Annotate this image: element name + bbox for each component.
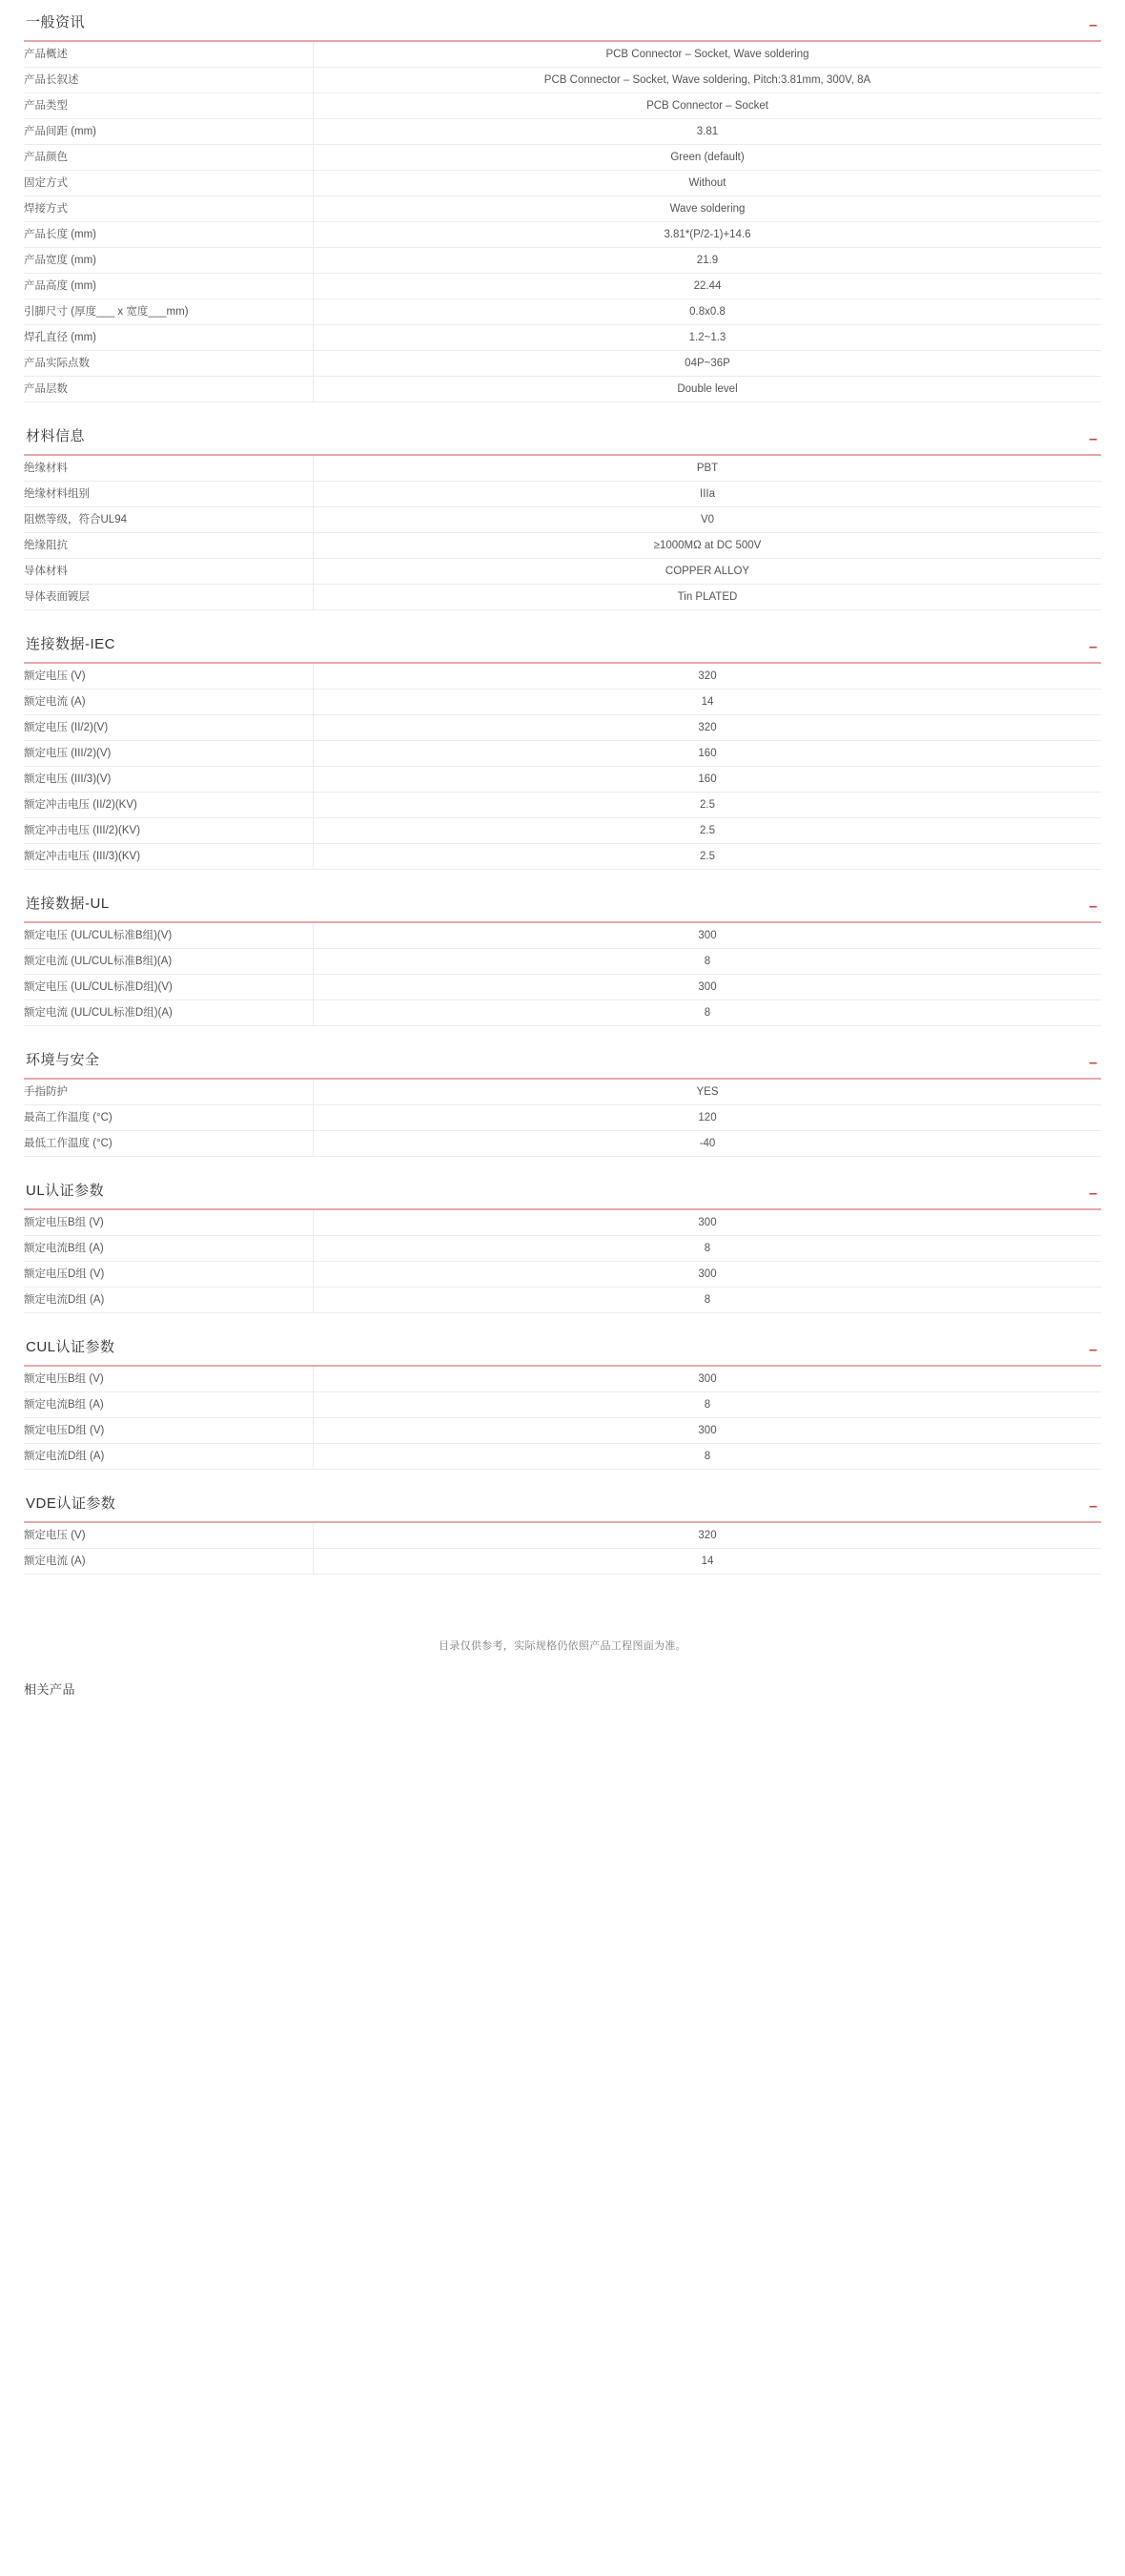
section-title: 材料信息: [26, 428, 86, 444]
collapse-minus-icon[interactable]: –: [1089, 17, 1097, 33]
spec-value: PCB Connector – Socket, Wave soldering, Pitch:3.81mm, 300V, 8A: [314, 68, 1102, 93]
spec-value: V0: [314, 507, 1102, 533]
spec-table: [24, 1367, 1101, 1470]
spec-value: 2.5: [314, 793, 1102, 818]
spec-key: 额定电流B组 (A): [24, 1236, 314, 1262]
table-row: [24, 325, 1101, 351]
table-row: [24, 1549, 1101, 1575]
section-header[interactable]: [24, 1182, 1101, 1210]
spec-value: 300: [314, 923, 1102, 949]
table-row: [24, 1392, 1101, 1418]
spec-key: 额定电压 (III/3)(V): [24, 767, 314, 793]
spec-section: [0, 635, 1125, 870]
table-row: [24, 1367, 1101, 1392]
section-spacer: [0, 1470, 1125, 1494]
spec-value: 2.5: [314, 844, 1102, 870]
spec-key: 额定电流 (UL/CUL标准D组)(A): [24, 1000, 314, 1026]
spec-key: 额定电流 (A): [24, 690, 314, 715]
spec-value: 21.9: [314, 248, 1102, 274]
section-title: UL认证参数: [26, 1183, 105, 1199]
spec-value: 160: [314, 741, 1102, 767]
table-row: [24, 248, 1101, 274]
spec-key: 额定电流 (A): [24, 1549, 314, 1575]
spec-value: 14: [314, 1549, 1102, 1575]
spec-key: 产品长叙述: [24, 68, 314, 93]
spec-key: 额定电压 (V): [24, 1523, 314, 1549]
spec-key: 最低工作温度 (°C): [24, 1131, 314, 1157]
spec-key: 绝缘材料组别: [24, 482, 314, 507]
table-row: [24, 196, 1101, 222]
spec-value: PBT: [314, 456, 1102, 482]
table-row: [24, 1080, 1101, 1105]
top-spacer: [0, 0, 1125, 13]
spec-table: [24, 1210, 1101, 1313]
section-title: 环境与安全: [26, 1052, 100, 1068]
spec-value: 14: [314, 690, 1102, 715]
table-row: [24, 222, 1101, 248]
section-spacer: [0, 1026, 1125, 1051]
spec-value: 300: [314, 1418, 1102, 1444]
spec-table: [24, 923, 1101, 1026]
table-row: [24, 585, 1101, 610]
spec-key: 阻燃等级，符合UL94: [24, 507, 314, 533]
table-row: [24, 664, 1101, 690]
section-header[interactable]: [24, 1338, 1101, 1367]
table-row: [24, 171, 1101, 196]
section-title: CUL认证参数: [26, 1339, 115, 1355]
spec-value: 120: [314, 1105, 1102, 1131]
collapse-minus-icon[interactable]: –: [1089, 1185, 1097, 1202]
spec-key: 额定电压 (UL/CUL标准B组)(V): [24, 923, 314, 949]
spec-value: Tin PLATED: [314, 585, 1102, 610]
spec-table: [24, 664, 1101, 870]
spec-key: 额定电流B组 (A): [24, 1392, 314, 1418]
spec-key: 产品层数: [24, 377, 314, 402]
table-row: [24, 1210, 1101, 1236]
spec-key: 绝缘阻抗: [24, 533, 314, 559]
section-title: 一般资讯: [26, 14, 86, 31]
spec-value: 04P~36P: [314, 351, 1102, 377]
table-row: [24, 793, 1101, 818]
table-row: [24, 93, 1101, 119]
section-spacer: [0, 870, 1125, 895]
table-row: [24, 507, 1101, 533]
spec-key: 额定电压 (UL/CUL标准D组)(V): [24, 975, 314, 1000]
spec-key: 产品颜色: [24, 145, 314, 171]
table-row: [24, 741, 1101, 767]
table-row: [24, 1236, 1101, 1262]
table-row: [24, 351, 1101, 377]
spec-section: [0, 427, 1125, 610]
table-row: [24, 1131, 1101, 1157]
table-row: [24, 1262, 1101, 1288]
footnote: 目录仅供参考，实际规格仍依照产品工程图面为准。: [439, 1640, 686, 1652]
spec-value: 160: [314, 767, 1102, 793]
spec-key: 额定电流 (UL/CUL标准B组)(A): [24, 949, 314, 975]
spec-key: 额定冲击电压 (III/3)(KV): [24, 844, 314, 870]
section-header[interactable]: [24, 13, 1101, 42]
section-header[interactable]: [24, 427, 1101, 456]
spec-key: 焊接方式: [24, 196, 314, 222]
table-row: [24, 844, 1101, 870]
table-row: [24, 42, 1101, 68]
spec-value: 2.5: [314, 818, 1102, 844]
spec-section: [0, 895, 1125, 1026]
collapse-minus-icon[interactable]: –: [1089, 1342, 1097, 1358]
spec-section: [0, 1051, 1125, 1157]
table-row: [24, 377, 1101, 402]
spec-value: 8: [314, 1236, 1102, 1262]
spec-value: Without: [314, 171, 1102, 196]
table-row: [24, 1444, 1101, 1470]
spec-key: 导体材料: [24, 559, 314, 585]
spec-key: 额定电流D组 (A): [24, 1444, 314, 1470]
spec-value: 3.81*(P/2-1)+14.6: [314, 222, 1102, 248]
spec-value: 8: [314, 1288, 1102, 1313]
spec-value: 320: [314, 1523, 1102, 1549]
spec-value: ≥1000MΩ at DC 500V: [314, 533, 1102, 559]
spec-key: 最高工作温度 (°C): [24, 1105, 314, 1131]
spec-key: 额定电压D组 (V): [24, 1262, 314, 1288]
spec-key: 额定电压 (V): [24, 664, 314, 690]
table-row: [24, 559, 1101, 585]
spec-key: 焊孔直径 (mm): [24, 325, 314, 351]
table-row: [24, 690, 1101, 715]
spec-value: 0.8x0.8: [314, 299, 1102, 325]
table-row: [24, 299, 1101, 325]
section-header[interactable]: [24, 1494, 1101, 1523]
spec-key: 固定方式: [24, 171, 314, 196]
spec-value: 320: [314, 715, 1102, 741]
spec-key: 额定电压B组 (V): [24, 1210, 314, 1236]
table-row: [24, 456, 1101, 482]
sections-container: [0, 13, 1125, 1599]
spec-key: 额定电压 (II/2)(V): [24, 715, 314, 741]
section-spacer: [0, 1575, 1125, 1599]
table-row: [24, 1000, 1101, 1026]
table-row: [24, 274, 1101, 299]
spec-value: 320: [314, 664, 1102, 690]
spec-value: 300: [314, 1262, 1102, 1288]
spec-key: 产品宽度 (mm): [24, 248, 314, 274]
spec-key: 产品长度 (mm): [24, 222, 314, 248]
spec-key: 产品类型: [24, 93, 314, 119]
spec-key: 引脚尺寸 (厚度___ x 宽度___mm): [24, 299, 314, 325]
spec-key: 手指防护: [24, 1080, 314, 1105]
spec-key: 产品实际点数: [24, 351, 314, 377]
section-title: VDE认证参数: [26, 1495, 116, 1512]
section-header[interactable]: [24, 635, 1101, 664]
collapse-minus-icon[interactable]: –: [1089, 1498, 1097, 1515]
spec-key: 额定冲击电压 (III/2)(KV): [24, 818, 314, 844]
spec-value: 3.81: [314, 119, 1102, 145]
table-row: [24, 715, 1101, 741]
section-header[interactable]: [24, 895, 1101, 923]
table-row: [24, 818, 1101, 844]
section-header[interactable]: [24, 1051, 1101, 1080]
section-spacer: [0, 402, 1125, 427]
spec-value: 1.2~1.3: [314, 325, 1102, 351]
spec-value: 8: [314, 1000, 1102, 1026]
collapse-minus-icon[interactable]: –: [1089, 1055, 1097, 1071]
related-products-heading: 相关产品: [24, 1682, 76, 1697]
table-row: [24, 923, 1101, 949]
spec-value: YES: [314, 1080, 1102, 1105]
table-row: [24, 767, 1101, 793]
spec-value: Green (default): [314, 145, 1102, 171]
spec-section: [0, 1182, 1125, 1313]
spec-table: [24, 1523, 1101, 1575]
section-title: 连接数据-IEC: [26, 636, 116, 652]
spec-table: [24, 456, 1101, 610]
spec-value: 300: [314, 1210, 1102, 1236]
spec-value: PCB Connector – Socket, Wave soldering: [314, 42, 1102, 68]
table-row: [24, 975, 1101, 1000]
spec-value: COPPER ALLOY: [314, 559, 1102, 585]
spec-value: 8: [314, 1444, 1102, 1470]
collapse-minus-icon[interactable]: –: [1089, 898, 1097, 915]
table-row: [24, 1288, 1101, 1313]
spec-value: 300: [314, 975, 1102, 1000]
spec-key: 额定电流D组 (A): [24, 1288, 314, 1313]
collapse-minus-icon[interactable]: –: [1089, 639, 1097, 655]
table-row: [24, 1418, 1101, 1444]
spec-section: [0, 13, 1125, 402]
spec-key: 额定电压 (III/2)(V): [24, 741, 314, 767]
spec-value: -40: [314, 1131, 1102, 1157]
spec-section: [0, 1494, 1125, 1575]
table-row: [24, 949, 1101, 975]
spec-value: 300: [314, 1367, 1102, 1392]
section-spacer: [0, 1313, 1125, 1338]
spec-key: 产品间距 (mm): [24, 119, 314, 145]
spec-key: 产品概述: [24, 42, 314, 68]
table-row: [24, 68, 1101, 93]
table-row: [24, 482, 1101, 507]
table-row: [24, 119, 1101, 145]
spec-value: IIIa: [314, 482, 1102, 507]
spec-value: 8: [314, 1392, 1102, 1418]
spec-value: Double level: [314, 377, 1102, 402]
section-spacer: [0, 1157, 1125, 1182]
spec-key: 导体表面镀层: [24, 585, 314, 610]
table-row: [24, 1105, 1101, 1131]
spec-key: 产品高度 (mm): [24, 274, 314, 299]
collapse-minus-icon[interactable]: –: [1089, 431, 1097, 447]
spec-key: 额定冲击电压 (II/2)(KV): [24, 793, 314, 818]
spec-key: 额定电压B组 (V): [24, 1367, 314, 1392]
section-title: 连接数据-UL: [26, 896, 110, 912]
spec-key: 额定电压D组 (V): [24, 1418, 314, 1444]
spec-key: 绝缘材料: [24, 456, 314, 482]
spec-value: 22.44: [314, 274, 1102, 299]
table-row: [24, 1523, 1101, 1549]
spec-value: Wave soldering: [314, 196, 1102, 222]
table-row: [24, 145, 1101, 171]
spec-table: [24, 1080, 1101, 1157]
spec-value: 8: [314, 949, 1102, 975]
table-row: [24, 533, 1101, 559]
section-spacer: [0, 610, 1125, 635]
spec-table: [24, 42, 1101, 402]
spec-section: [0, 1338, 1125, 1470]
spec-value: PCB Connector – Socket: [314, 93, 1102, 119]
